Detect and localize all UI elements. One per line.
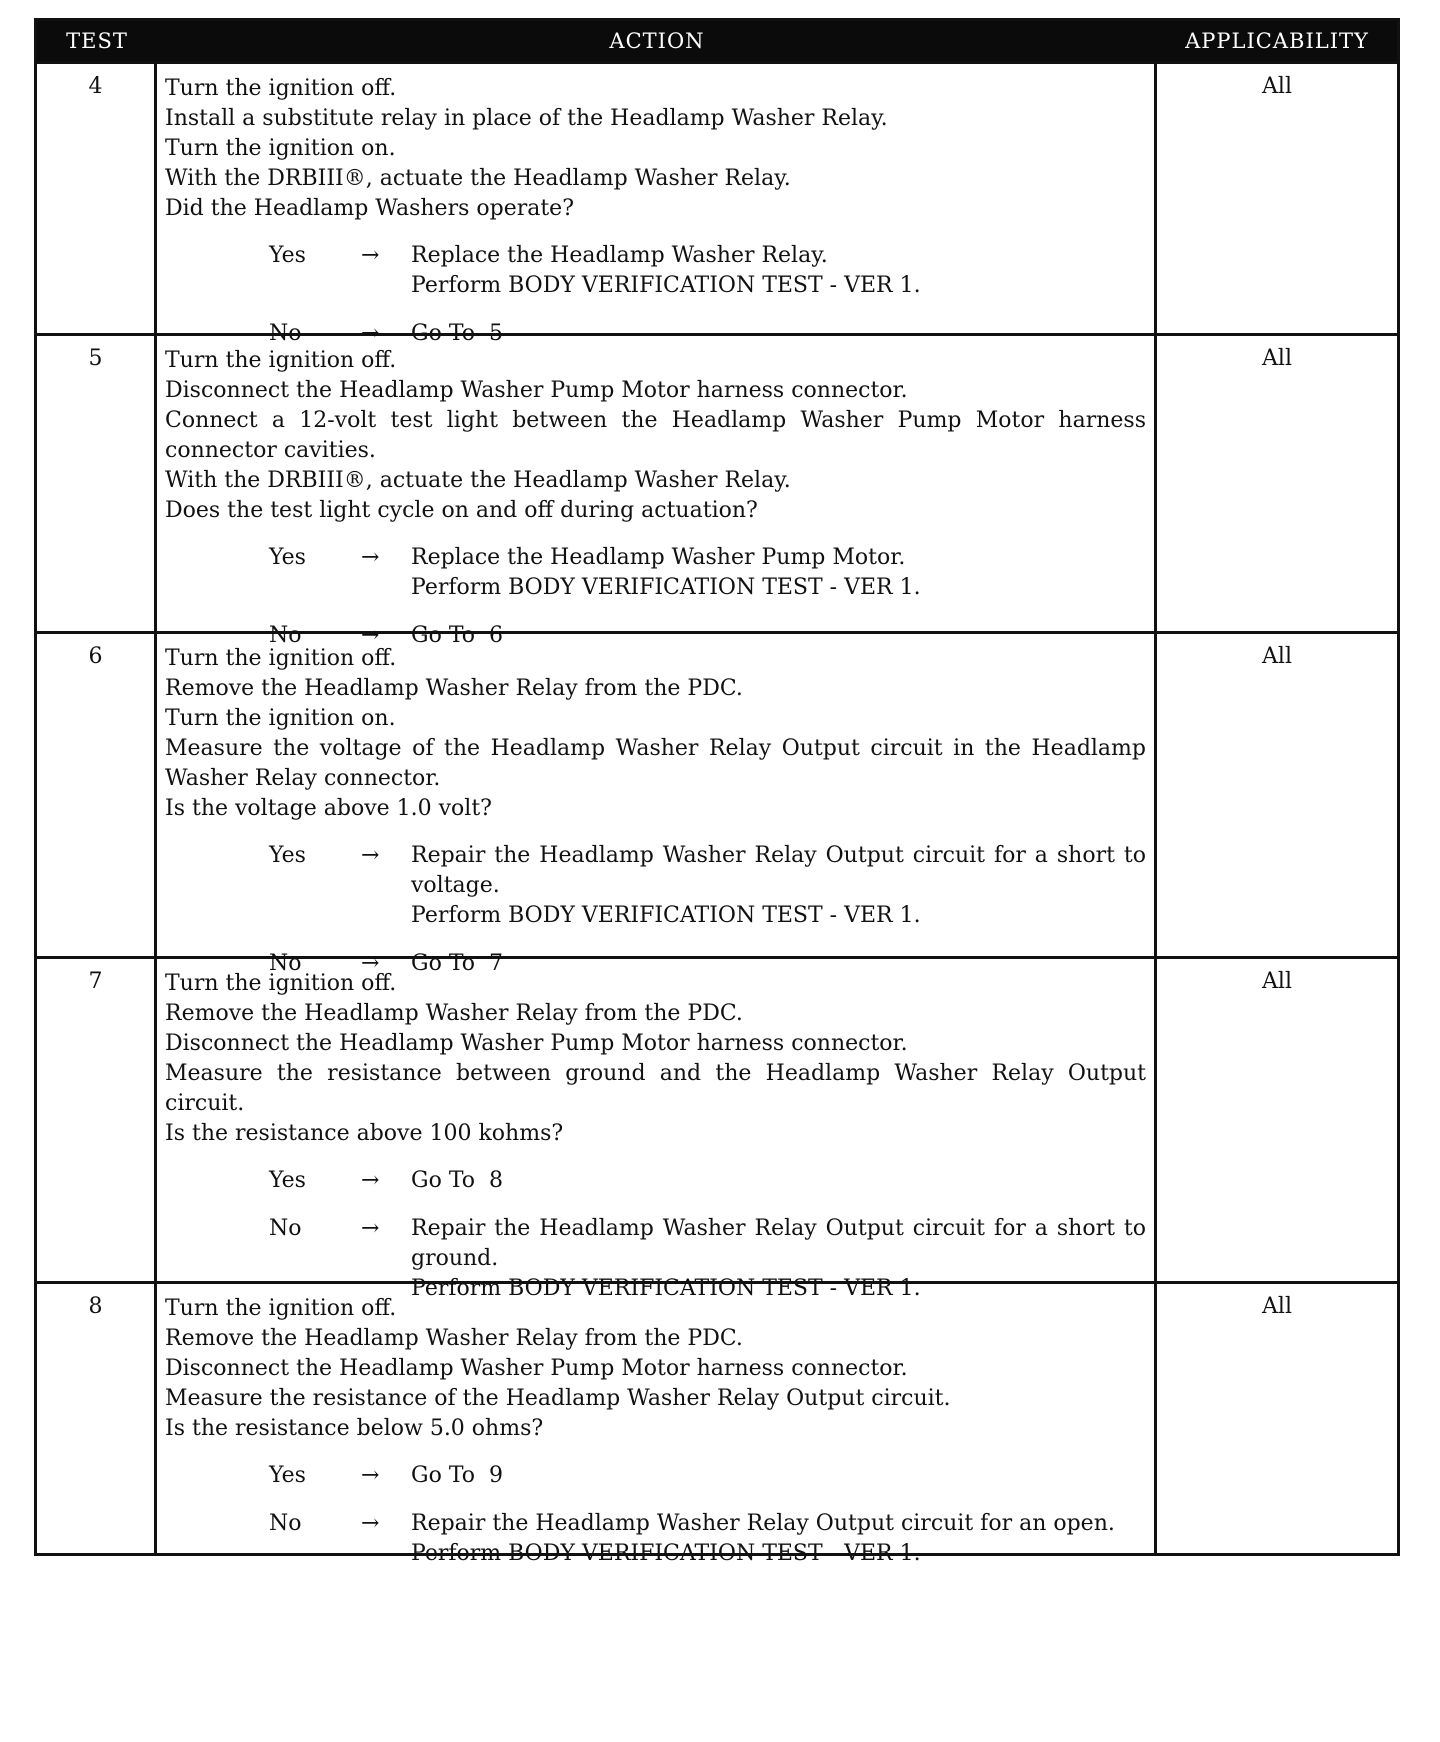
result-label: No [269, 623, 302, 648]
action-step: Is the voltage above 1.0 volt? [165, 796, 492, 821]
test-number: 6 [37, 634, 157, 956]
arrow-right-icon: → [361, 1511, 380, 1536]
result-yes [165, 543, 1146, 603]
arrow-right-icon: → [361, 843, 380, 868]
result-yes [165, 241, 1146, 301]
applicability-cell: All [1262, 969, 1292, 994]
result-line: Repair the Headlamp Washer Relay Output circuit for an open. [411, 1511, 1115, 1536]
result-text [411, 1166, 1146, 1196]
action-step: Disconnect the Headlamp Washer Pump Motor harness connector. [165, 1356, 908, 1381]
result-label: Yes [269, 1168, 306, 1193]
action-cell [157, 64, 1157, 346]
action-step: Remove the Headlamp Washer Relay from the PDC. [165, 1326, 743, 1351]
action-step: Did the Headlamp Washers operate? [165, 196, 574, 221]
action-step: Measure the voltage of the Headlamp Washer Relay Output circuit in the Headlamp Washer Relay connector. [165, 736, 1146, 791]
result-yes [165, 1461, 1146, 1491]
result-line: Replace the Headlamp Washer Relay. [411, 243, 828, 268]
result-line: Replace the Headlamp Washer Pump Motor. [411, 545, 906, 570]
applicability-cell: All [1262, 74, 1292, 99]
arrow-right-icon: → [361, 623, 380, 648]
applicability-cell: All [1262, 644, 1292, 669]
result-line: Go To 7 [411, 951, 504, 976]
action-step: Disconnect the Headlamp Washer Pump Motor harness connector. [165, 1031, 908, 1056]
test-row [37, 1281, 1397, 1566]
action-step: Remove the Headlamp Washer Relay from the PDC. [165, 676, 743, 701]
action-step: With the DRBIII®, actuate the Headlamp Washer Relay. [165, 166, 791, 191]
result-line: Perform BODY VERIFICATION TEST - VER 1. [411, 575, 921, 600]
test-row [37, 956, 1397, 1301]
header-action: ACTION [609, 29, 705, 53]
action-step: Turn the ignition on. [165, 706, 396, 731]
result-label: Yes [269, 1463, 306, 1488]
result-text [411, 841, 1153, 931]
result-line: Repair the Headlamp Washer Relay Output circuit for a short to ground. [411, 1216, 1153, 1271]
applicability-cell: All [1262, 1294, 1292, 1319]
test-number: 7 [37, 959, 157, 1281]
result-label: No [269, 321, 302, 346]
diagnostic-test-table [34, 18, 1400, 1566]
test-row [37, 333, 1397, 648]
action-step: Turn the ignition off. [165, 76, 397, 101]
test-number: 8 [37, 1284, 157, 1553]
action-step: With the DRBIII®, actuate the Headlamp Washer Relay. [165, 468, 791, 493]
arrow-right-icon: → [361, 1216, 380, 1241]
action-cell [157, 959, 1157, 1301]
result-yes [165, 841, 1153, 931]
result-label: Yes [269, 545, 306, 570]
result-line: Repair the Headlamp Washer Relay Output circuit for a short to voltage. [411, 843, 1153, 898]
action-step: Connect a 12-volt test light between the Headlamp Washer Pump Motor harness connector cavities. [165, 408, 1146, 463]
result-yes [165, 1166, 1146, 1196]
result-label: Yes [269, 243, 306, 268]
action-step: Disconnect the Headlamp Washer Pump Motor harness connector. [165, 378, 908, 403]
test-number: 4 [37, 64, 157, 333]
header-test: TEST [66, 29, 128, 53]
applicability-cell: All [1262, 346, 1292, 371]
result-line: Go To 6 [411, 623, 504, 648]
result-label: Yes [269, 843, 306, 868]
result-line: Perform BODY VERIFICATION TEST - VER 1. [411, 273, 921, 298]
action-step: Install a substitute relay in place of the Headlamp Washer Relay. [165, 106, 888, 131]
action-step: Turn the ignition off. [165, 971, 397, 996]
table-body [37, 61, 1397, 1566]
result-line: Go To 5 [411, 321, 504, 346]
result-line: Perform BODY VERIFICATION TEST - VER 1. [411, 1276, 921, 1301]
result-text [411, 1461, 1146, 1491]
result-line: Go To 8 [411, 1168, 504, 1193]
action-cell [157, 634, 1157, 976]
action-step: Is the resistance below 5.0 ohms? [165, 1416, 544, 1441]
result-line: Perform BODY VERIFICATION TEST - VER 1. [411, 903, 921, 928]
result-label: No [269, 1511, 302, 1536]
arrow-right-icon: → [361, 545, 380, 570]
action-step: Turn the ignition on. [165, 136, 396, 161]
action-cell [157, 336, 1157, 648]
header-applicability: APPLICABILITY [1185, 29, 1369, 53]
result-label: No [269, 951, 302, 976]
arrow-right-icon: → [361, 951, 380, 976]
arrow-right-icon: → [361, 243, 380, 268]
action-cell [157, 1284, 1157, 1566]
result-line: Go To 9 [411, 1463, 504, 1488]
test-row [37, 631, 1397, 976]
result-no [165, 1509, 1146, 1569]
action-step: Measure the resistance of the Headlamp Washer Relay Output circuit. [165, 1386, 951, 1411]
action-step: Remove the Headlamp Washer Relay from the PDC. [165, 1001, 743, 1026]
result-label: No [269, 1216, 302, 1241]
arrow-right-icon: → [361, 1463, 380, 1488]
result-line: Perform BODY VERIFICATION TEST - VER 1. [411, 1541, 921, 1566]
action-step: Turn the ignition off. [165, 348, 397, 373]
action-step: Does the test light cycle on and off during actuation? [165, 498, 758, 523]
action-step: Measure the resistance between ground and the Headlamp Washer Relay Output circuit. [165, 1061, 1146, 1116]
result-text [411, 1509, 1146, 1569]
arrow-right-icon: → [361, 321, 380, 346]
action-step: Turn the ignition off. [165, 1296, 397, 1321]
arrow-right-icon: → [361, 1168, 380, 1193]
action-step: Is the resistance above 100 kohms? [165, 1121, 564, 1146]
table-header [37, 21, 1397, 61]
action-step: Turn the ignition off. [165, 646, 397, 671]
result-text [411, 241, 1146, 301]
test-number: 5 [37, 336, 157, 631]
test-row [37, 61, 1397, 346]
result-text [411, 543, 1146, 603]
